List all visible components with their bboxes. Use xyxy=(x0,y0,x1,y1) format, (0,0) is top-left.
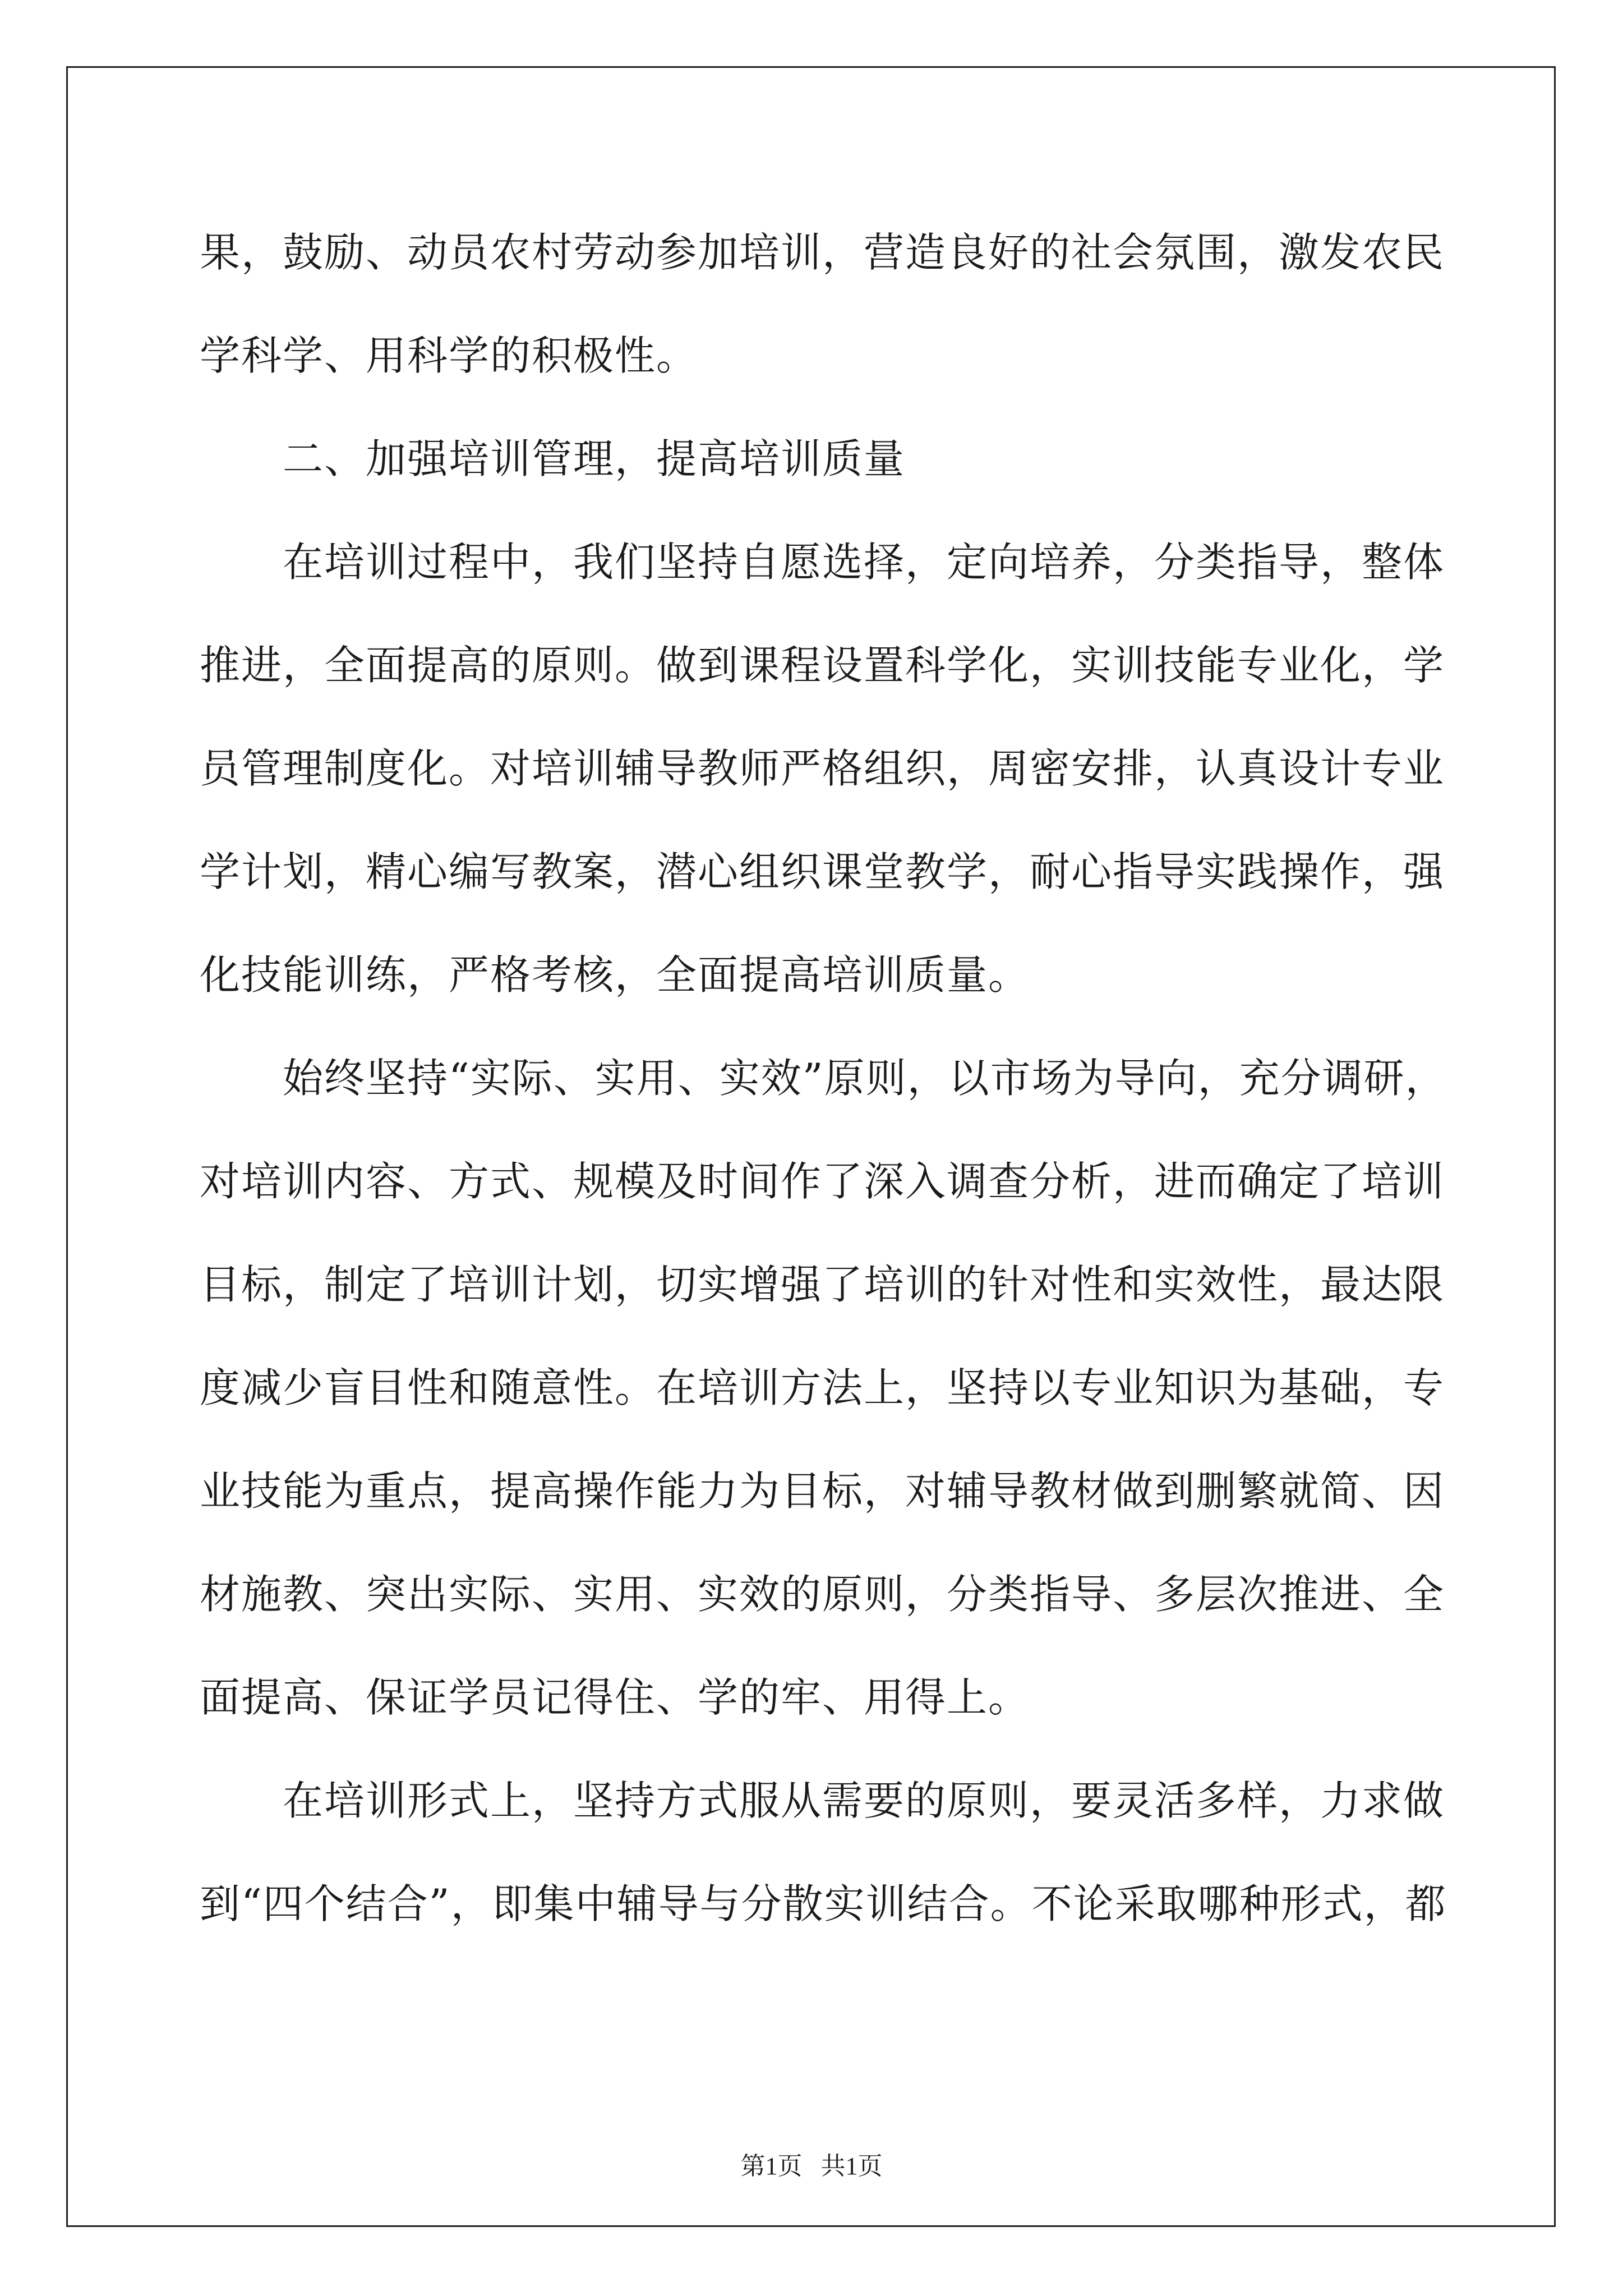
text-line: 对培训内容、方式、规模及时间作了深入调查分析，进而确定了培训 xyxy=(200,1158,1445,1205)
text-line: 在培训形式上，坚持方式服从需要的原则，要灵活多样，力求做 xyxy=(283,1777,1445,1824)
text-line: 推进，全面提高的原则。做到课程设置科学化，实训技能专业化，学 xyxy=(200,642,1445,689)
text-line: 果，鼓励、动员农村劳动参加培训，营造良好的社会氛围，激发农民 xyxy=(200,229,1445,276)
text-line: 员管理制度化。对培训辅导教师严格组织，周密安排，认真设计专业 xyxy=(200,745,1445,792)
text-line: 化技能训练，严格考核，全面提高培训质量。 xyxy=(200,951,1030,999)
text-line: 业技能为重点，提高操作能力为目标，对辅导教材做到删繁就简、因 xyxy=(200,1467,1445,1515)
text-line: 学计划，精心编写教案，潜心组织课堂教学，耐心指导实践操作，强 xyxy=(200,848,1445,895)
text-line: 材施教、突出实际、实用、实效的原则，分类指导、多层次推进、全 xyxy=(200,1571,1445,1618)
text-line: 在培训过程中，我们坚持自愿选择，定向培养，分类指导，整体 xyxy=(283,539,1445,586)
text-line: 到“四个结合”，即集中辅导与分散实训结合。不论采取哪种形式，都 xyxy=(200,1880,1447,1927)
page-footer: 第1页 共1页 xyxy=(740,2152,883,2180)
text-line: 二、加强培训管理，提高培训质量 xyxy=(283,435,906,482)
text-line: 目标，制定了培训计划，切实增强了培训的针对性和实效性，最达限 xyxy=(200,1261,1445,1308)
text-line: 始终坚持“实际、实用、实效”原则，以市场为导向，充分调研， xyxy=(283,1055,1447,1102)
document-body xyxy=(200,213,1447,1968)
text-line: 度减少盲目性和随意性。在培训方法上，坚持以专业知识为基础，专 xyxy=(200,1364,1445,1411)
text-line: 面提高、保证学员记得住、学的牢、用得上。 xyxy=(200,1674,1030,1721)
text-line: 学科学、用科学的积极性。 xyxy=(200,332,698,379)
